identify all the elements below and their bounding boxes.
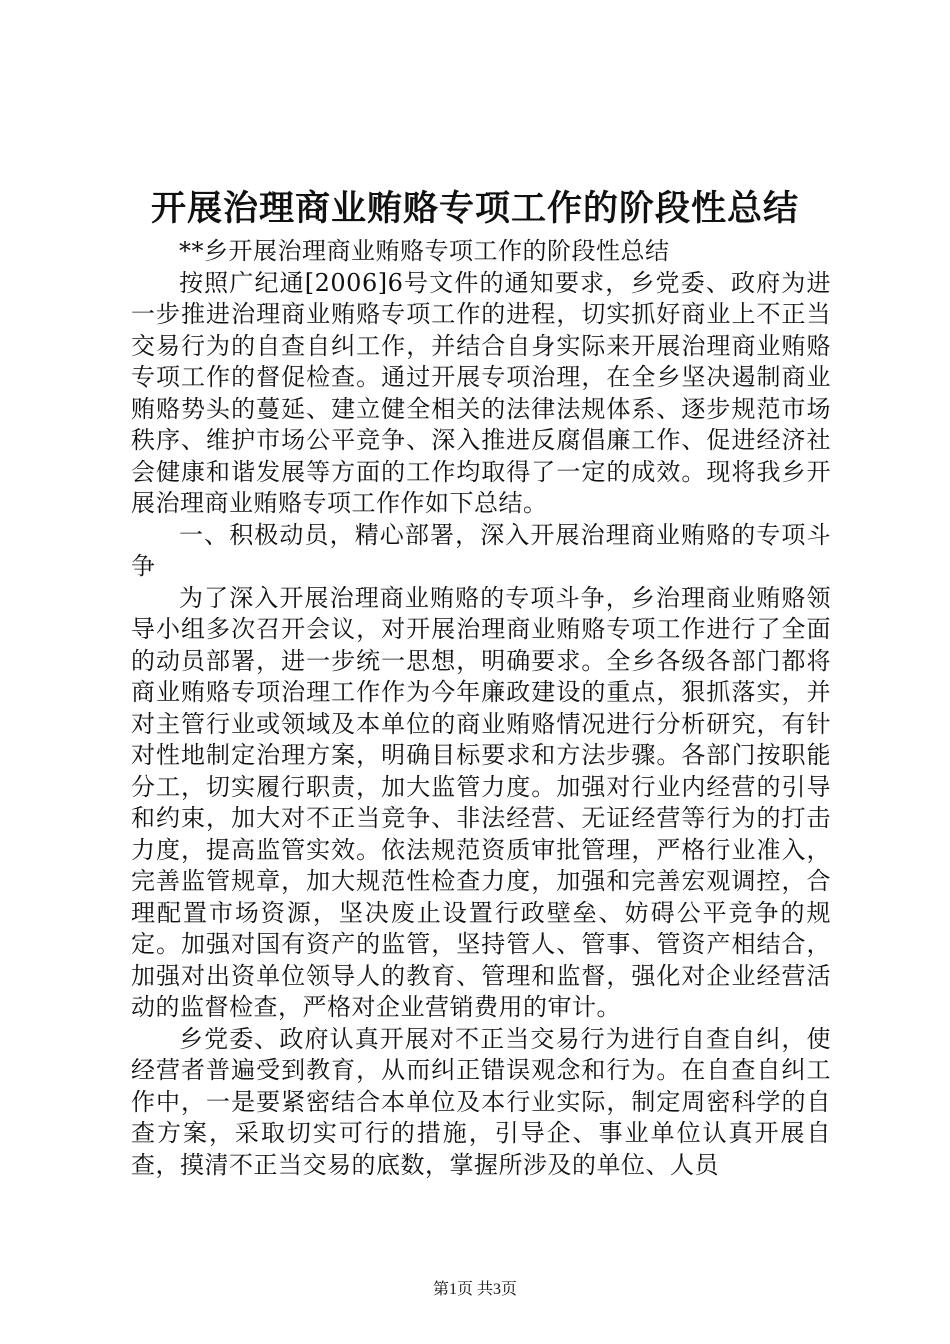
document-title: 开展治理商业贿赂专项工作的阶段性总结 <box>150 189 799 229</box>
section-heading: 一、积极动员，精心部署，深入开展治理商业贿赂的专项斗争 <box>131 520 831 580</box>
page-footer: 第1页 共3页 <box>432 1281 517 1298</box>
document-body <box>131 236 831 1181</box>
document-subtitle: **乡开展治理商业贿赂专项工作的阶段性总结 <box>179 237 670 265</box>
paragraph: 为了深入开展治理商业贿赂的专项斗争，乡治理商业贿赂领导小组多次召开会议，对开展治理商业贿赂专项工作进行了全面的动员部署，进一步统一思想，明确要求。全乡各级各部门都将商业贿赂专项治理工作作为今年廉政建设的重点，狠抓落实，并对主管行业或领域及本单位的商业贿赂情况进行分析研究，有针对性地制定治理方案，明确目标要求和方法步骤。各部门按职能分工，切实履行职责，加大监管力度。加强对行业内经营的引导和约束，加大对不正当竞争、非法经营、无证经营等行为的打击力度，提高监管实效。依法规范资质审批管理，严格行业准入，完善监管规章，加大规范性检查力度，加强和完善宏观调控，合理配置市场资源，坚决废止设置行政壁垒、妨碍公平竞争的规定。加强对国有资产的监管，坚持管人、管事、管资产相结合，加强对出资单位领导人的教育、管理和监督，强化对企业经营活动的监督检查，严格对企业营销费用的审计。 <box>131 583 831 1021</box>
paragraph: 按照广纪通[2006]6号文件的通知要求，乡党委、政府为进一步推进治理商业贿赂专项工作的进程，切实抓好商业上不正当交易行为的自查自纠工作，并结合自身实际来开展治理商业贿赂专项工作的督促检查。通过开展专项治理，在全乡坚决遏制商业贿赂势头的蔓延、建立健全相关的法律法规体系、逐步规范市场秩序、维护市场公平竞争、深入推进反腐倡廉工作、促进经济社会健康和谐发展等方面的工作均取得了一定的成效。现将我乡开展治理商业贿赂专项工作作如下总结。 <box>131 268 831 517</box>
paragraph: 乡党委、政府认真开展对不正当交易行为进行自查自纠，使经营者普遍受到教育，从而纠正错误观念和行为。在自查自纠工作中，一是要紧密结合本单位及本行业实际，制定周密科学的自查方案，采取切实可行的措施，引导企、事业单位认真开展自查，摸清不正当交易的底数，掌握所涉及的单位、人员 <box>131 1024 831 1179</box>
